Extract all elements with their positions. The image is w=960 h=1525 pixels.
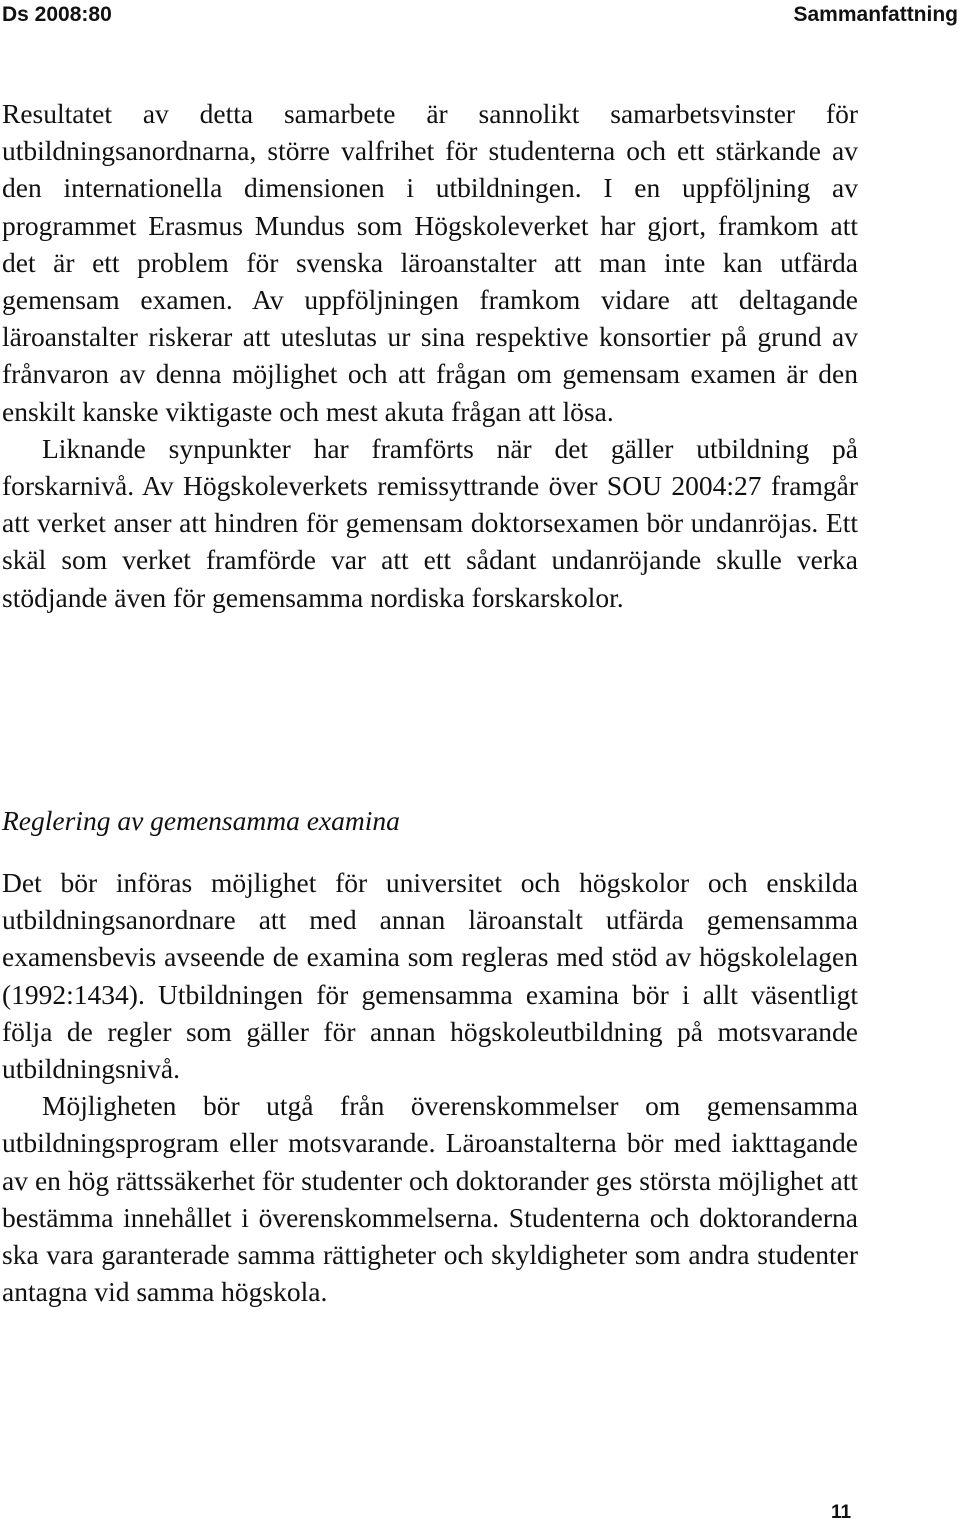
section-heading: Reglering av gemensamma examina xyxy=(2,805,400,836)
paragraph: Liknande synpunkter har framförts när det gäller utbildning på forskarnivå. Av Högskoleverkets remissyttrande över SOU 2004:27 framgår att verket anser att hindren för gemensam doktorsexamen bör undanröjas. Ett skäl som verket framförde var att ett sådant undanröjande skulle verka stödjande även för gemensamma nordiska forskarskolor. xyxy=(2,432,858,613)
document-id: Ds 2008:80 xyxy=(2,3,112,26)
summary-text-block xyxy=(2,95,858,616)
section-title: Sammanfattning xyxy=(793,3,958,26)
paragraph: Möjligheten bör utgå från överenskommelser om gemensamma utbildningsprogram eller motsvarande. Läroanstalterna bör med iakttagande av en hög rättssäkerhet för studenter och doktorander ges största möjlighet att bestämma innehållet i överenskommelserna. Studenterna och doktoranderna ska vara garanterade samma rättigheter och skyldigheter som andra studenter antagna vid samma högskola. xyxy=(2,1090,858,1308)
paragraph: Resultatet av detta samarbete är sannolikt samarbetsvinster för utbildningsanordnarna, större valfrihet för studenterna och ett stärkande av den internationella dimensionen i utbildningen. I en uppföljning av programmet Erasmus Mundus som Högskoleverket har gjort, framkom att det är ett problem för svenska läroanstalter att man inte kan utfärda gemensam examen. Av uppföljningen framkom vidare att deltagande läroanstalter riskerar att uteslutas ur sina respektive konsortier på grund av frånvaron av denna möjlighet och att frågan om gemensam examen är den enskilt kanske viktigaste och mest akuta frågan att lösa. xyxy=(2,98,858,427)
regulation-text-block xyxy=(2,864,858,1310)
paragraph: Det bör införas möjlighet för universitet och högskolor och enskilda utbildningsanordnare att med annan läroanstalt utfärda gemensamma examensbevis avseende de examina som regleras med stöd av högskolelagen (1992:1434). Utbildningen för gemensamma examina bör i allt väsentligt följa de regler som gäller för annan högskoleutbildning på motsvarande utbildningsnivå. xyxy=(2,867,858,1085)
page-number: 11 xyxy=(831,1502,852,1523)
